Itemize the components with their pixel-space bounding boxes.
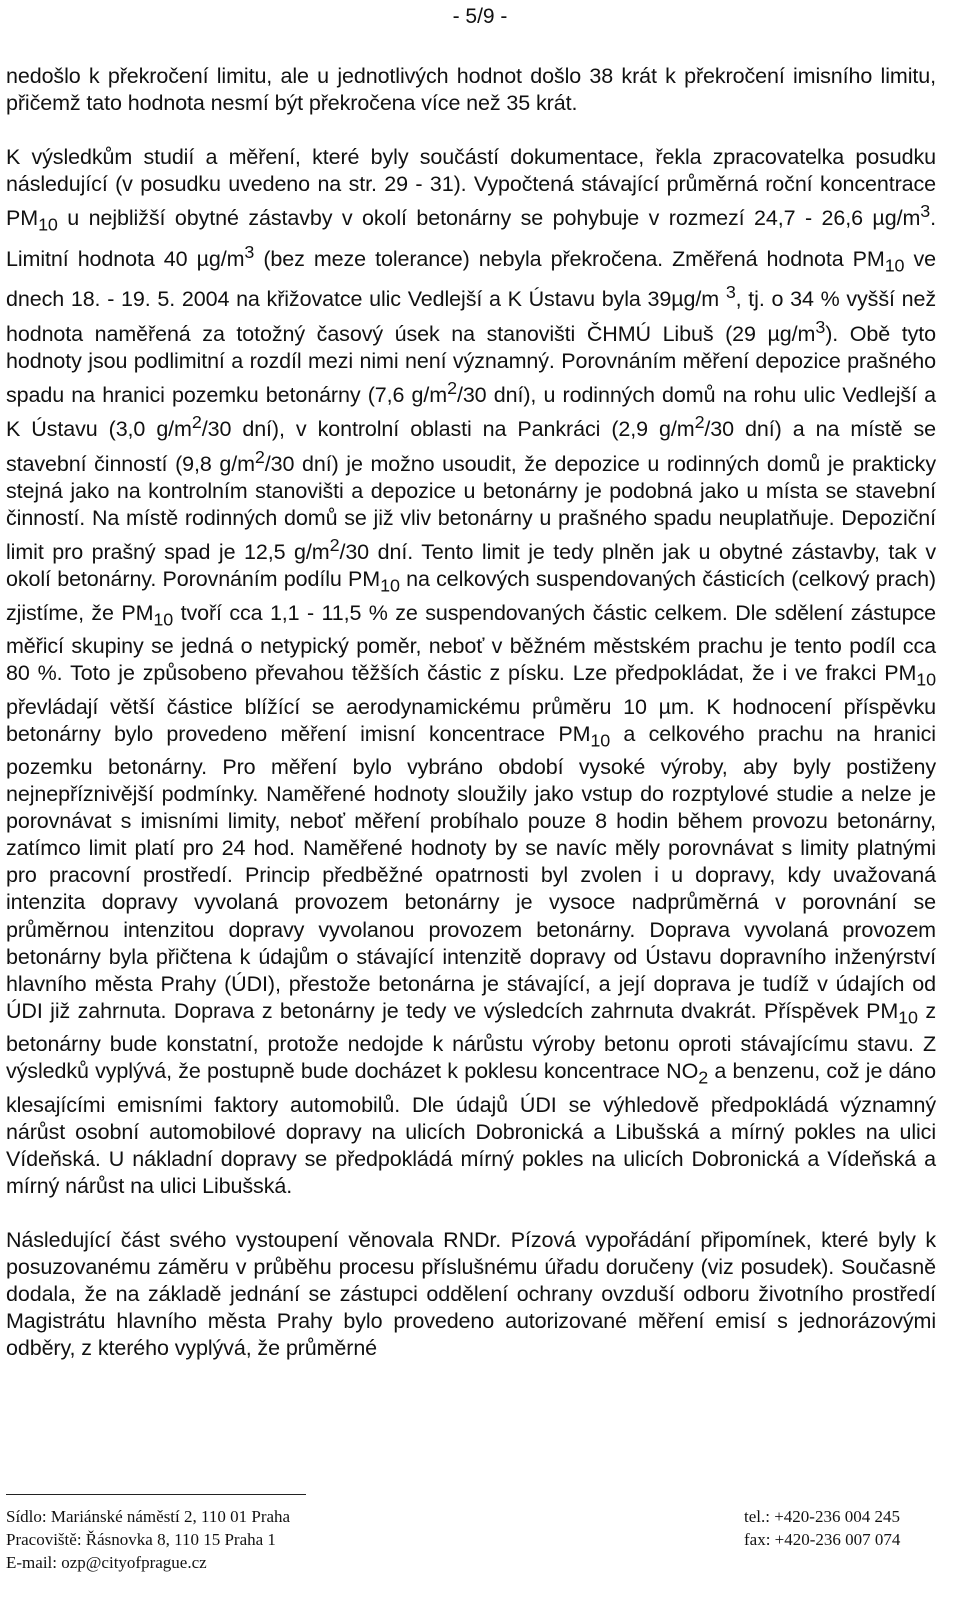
footer-fax: fax: +420-236 007 074 (744, 1530, 901, 1549)
footer-divider (6, 1494, 306, 1495)
paragraph: nedošlo k překročení limitu, ale u jednotlivých hodnot došlo 38 krát k překročení imisního limitu, přičemž tato hodnota nesmí být překročena více než 35 krát. (6, 64, 936, 116)
footer-email[interactable]: E-mail: ozp@cityofprague.cz (6, 1553, 207, 1572)
footer-address-block (6, 1505, 290, 1574)
footer-contact-block (744, 1505, 900, 1551)
footer-seat: Sídlo: Mariánské náměstí 2, 110 01 Praha (6, 1507, 291, 1526)
paragraph: Následující část svého vystoupení věnovala RNDr. Pízová vypořádání připomínek, které byly k posuzovanému záměru v průběhu procesu příslušnému úřadu doručeny (viz posudek). Současně dodala, že na základě jednání se zástupci oddělení ochrany ovzduší odboru životního prostředí Magistrátu hlavního města Prahy bylo provedeno autorizované měření emisí s jednorázovými odběry, z kterého vyplývá, že průměrné (6, 1228, 936, 1361)
document-body (6, 63, 936, 1363)
footer-workplace: Pracoviště: Řásnovka 8, 110 15 Praha 1 (6, 1530, 276, 1549)
footer (6, 1505, 936, 1593)
paragraph: K výsledkům studií a měření, které byly součástí dokumentace, řekla zpracovatelka posudku následující (v posudku uvedeno na str. 29 - 31). Vypočtená stávající průměrná roční koncentrace $PM_{10}$ u nejbližší obytné zástavby v okolí betonárny se pohybuje v rozmezí 24,7 - 26,6 $\mu g/m^3$. Limitní hodnota 40 $\mu g/m^3$ (bez meze tolerance) nebyla překročena. Změřená hodnota $PM_{10}$ ve dnech 18. - 19. 5. 2004 na křižovatce ulic Vedlejší a K Ústavu byla 39µg/m $^3$, tj. o 34 % vyšší než hodnota naměřená za totožný časový úsek na stanovišti ČHMÚ Libuš (29 $\mu g/m^3$). Obě tyto hodnoty jsou podlimitní a rozdíl mezi nimi není významný. Porovnáním měření depozice prašného spadu na hranici pozemku betonárny (7,6 $g/m^2/30$ dní), u rodinných domů na rohu ulic Vedlejší a K Ústavu (3,0 $g/m^2/30$ dní), v kontrolní oblasti na Pankráci (2,9 $g/m^2/30$ dní) a na místě se stavební činností (9,8 $g/m^2/30$ dní) je možno usoudit, že depozice u rodinných domů je prakticky stejná jako na kontrolním stanovišti a depozice u betonárny je podobná jako u místa se stavební činností. Na místě rodinných domů se již vliv betonárny u prašného spadu neuplatňuje. Depoziční limit pro prašný spad je 12,5 $g/m^2/30$ dní. Tento limit je tedy plněn jak u obytné zástavby, tak v okolí betonárny. Porovnáním podílu $PM_{10}$ na celkových suspendovaných částicích (celkový prach) zjistíme, že $PM_{10}$ tvoří cca 1,1 - 11,5 % ze suspendovaných částic celkem. Dle sdělení zástupce měřicí skupiny se jedná o netypický poměr, neboť v běžném městském prachu je tento podíl cca 80 %. Toto je způsobeno převahou těžších částic z písku. Lze předpokládat, že i ve frakci $PM_{10}$ převládají větší částice blížící se aerodynamickému průměru 10 µm. K hodnocení příspěvku betonárny bylo provedeno měření imisní koncentrace $PM_{10}$ a celkového prachu na hranici pozemku betonárny. Pro měření bylo vybráno období vysoké výroby, aby byly postiženy nejnepříznivější podmínky. Naměřené hodnoty sloužily jako vstup do rozptylové studie a nelze je porovnávat s imisními limity, neboť měření probíhalo pouze 8 hodin během provozu betonárny, zatímco limit platí pro 24 hod. Naměřené hodnoty by se navíc měly porovnávat s limity platnými pro pracovní prostředí. Princip předběžné opatrnosti byl zvolen i u dopravy, kdy uvažovaná intenzita dopravy vyvolaná provozem betonárny je vysoce nadprůměrná v porovnání se průměrnou intenzitou dopravy vyvolanou provozem betonárny. Doprava vyvolaná provozem betonárny byla přičtena k údajům o stávající intenzitě dopravy od Ústavu dopravního inženýrství hlavního města Prahy (ÚDI), přestože betonárna je stávající, a její doprava je tudíž v údajích od ÚDI již zahrnuta. Doprava z betonárny je tedy ve výsledcích zahrnuta dvakrát. Příspěvek $PM_{10}$ z betonárny bude konstatní, protože nedojde k nárůstu výroby betonu oproti stávajícímu stavu. Z výsledků vyplývá, že postupně bude docházet k poklesu koncentrace $NO_2$ a benzenu, což je dáno klesajícími emisními faktory automobilů. Dle údajů ÚDI se výhledově předpokládá významný nárůst osobní automobilové dopravy na ulicích Dobronická a Libušská a mírný pokles na ulici Vídeňská. U nákladní dopravy se předpokládá mírný pokles na ulicích Dobronická a Vídeňská a mírný nárůst na ulici Libušská. (6, 145, 936, 1198)
page-number: - 5/9 - (452, 5, 508, 28)
footer-phone: tel.: +420-236 004 245 (744, 1507, 900, 1526)
